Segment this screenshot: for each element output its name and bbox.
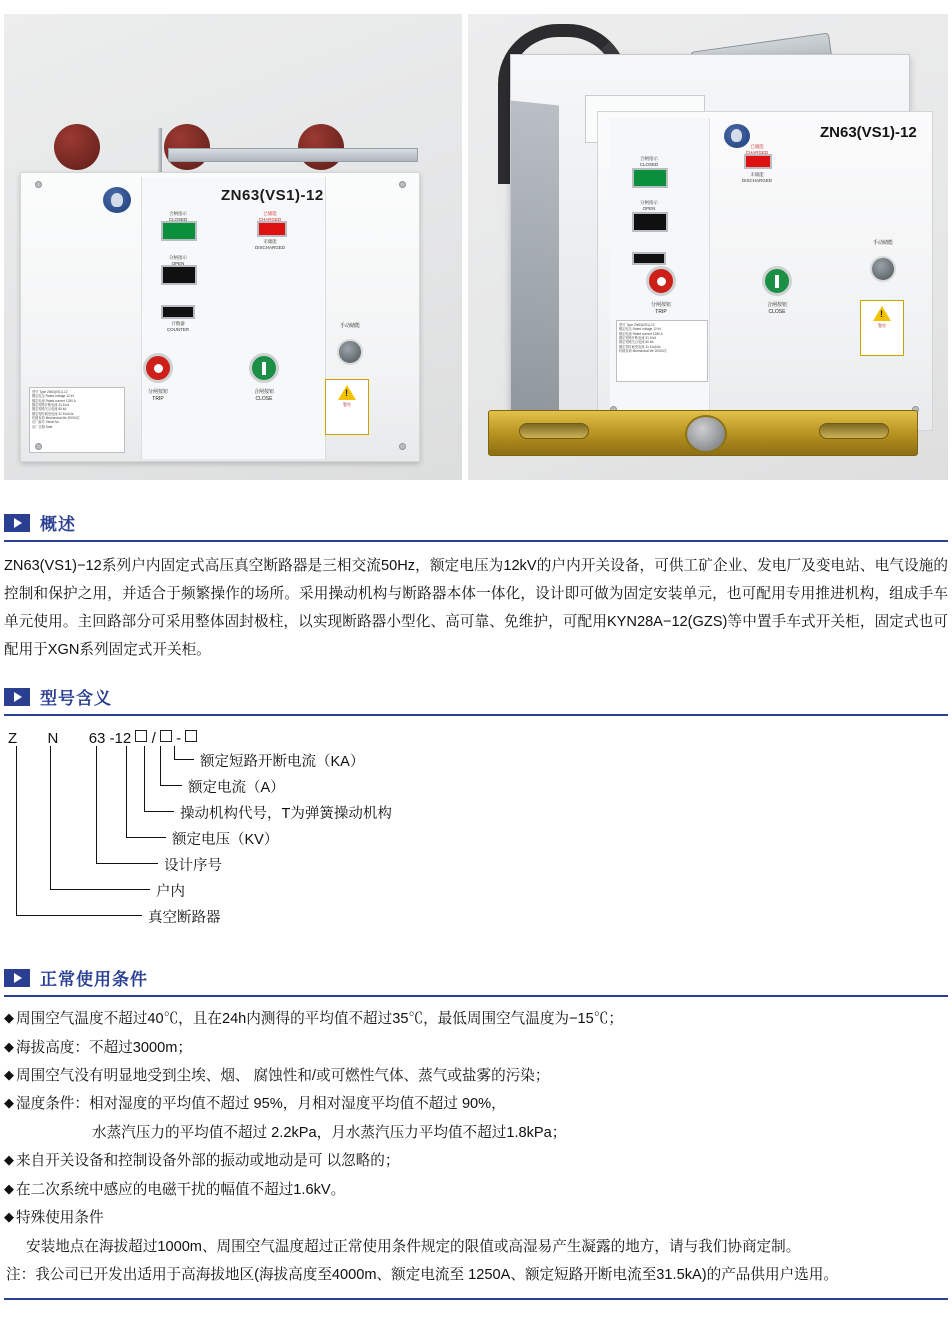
closed-indicator-label: 合闸指示 CLOSED <box>639 156 659 167</box>
discharged-label: 未储能 DISCHARGED <box>254 239 285 250</box>
trip-button[interactable] <box>143 353 173 383</box>
model-label-rated-current: 额定电流（A） <box>188 780 285 797</box>
closed-position-indicator <box>632 168 668 188</box>
model-label-indoor: 户内 <box>156 884 185 901</box>
manual-charging-label: 手动储能 <box>339 323 360 329</box>
product-model-text-left: ZN63(VS1)-12 <box>221 187 324 204</box>
breaker-front-right <box>597 111 933 431</box>
insulator-pole-1 <box>54 124 100 170</box>
diamond-bullet-icon: ◆ <box>4 1010 14 1026</box>
open-position-indicator <box>632 212 668 232</box>
product-nameplate: 型号 Type ZN63(VS1)-12 额定电压 Rated voltage 12 kV 额定电流 Rated current 1250 A 额定短路开断电流 31.5 kA 额定短路关合电流 80 kA 额定短时耐受电流 31.5 kA/4s 机械寿命 Mechanical life 20000次 <box>616 320 708 382</box>
close-button-label: 合闸按钮 CLOSE <box>253 389 274 402</box>
close-button-label: 合闸按钮 CLOSE <box>766 302 787 315</box>
triangle-bullet-icon <box>4 514 30 532</box>
bottom-divider <box>4 1298 948 1300</box>
code-box-current <box>160 730 172 742</box>
open-indicator-label: 分闸指示 OPEN <box>169 255 187 266</box>
screw-icon <box>399 181 406 188</box>
rail-slot-right <box>819 423 889 439</box>
counter-label: 计数器 COUNTER <box>166 321 190 332</box>
breaker-body-right <box>510 54 917 414</box>
condition-item: ◆ 湿度条件：相对湿度的平均值不超过 95%，月相对湿度平均值不超过 90%， <box>4 1090 948 1118</box>
leader-line-7 <box>16 746 142 916</box>
operation-counter <box>632 252 666 265</box>
condition-item: ◆ 周围空气温度不超过40℃，且在24h内测得的平均值不超过35℃，最低周围空气温度为−15℃； <box>4 1005 948 1033</box>
condition-item: ◆ 在二次系统中感应的电磁干扰的幅值不超过1.6kV。 <box>4 1176 948 1204</box>
closed-indicator-label: 合闸指示 CLOSED <box>168 211 188 222</box>
product-photo-right <box>468 14 948 480</box>
brand-logo-icon <box>103 187 131 213</box>
model-label-mechanism: 操动机构代号，T为弹簧操动机构 <box>180 806 392 823</box>
operation-counter <box>161 305 195 319</box>
pole-insulator-assembly <box>18 122 410 174</box>
code-part-slash: / <box>151 730 156 748</box>
screw-icon <box>399 443 406 450</box>
code-part-Z: Z <box>8 730 18 748</box>
handcart-base-rail <box>488 410 918 456</box>
warning-label: ! 警告 <box>325 379 369 435</box>
insulator-pole-2 <box>164 124 210 170</box>
product-photo-left <box>4 14 462 480</box>
discharged-label: 未储能 DISCHARGED <box>741 172 772 183</box>
code-part-12: -12 <box>109 730 132 748</box>
rail-drive-hub[interactable] <box>685 415 727 453</box>
diamond-bullet-icon: ◆ <box>4 1152 14 1168</box>
trip-button-label: 分闸按钮 TRIP <box>147 389 168 402</box>
section-header-overview <box>4 504 948 542</box>
close-button[interactable] <box>762 266 792 296</box>
model-label-design-serial: 设计序号 <box>164 858 222 875</box>
screw-icon <box>35 443 42 450</box>
model-label-vacuum-breaker: 真空断路器 <box>148 910 221 927</box>
diamond-bullet-icon: ◆ <box>4 1095 14 1111</box>
diamond-bullet-icon: ◆ <box>4 1180 14 1196</box>
charged-label: 已储能 CHARGED <box>258 211 282 222</box>
section-header-conditions <box>4 959 948 997</box>
conditions-list <box>4 1005 948 1290</box>
warning-label: ! 警告 <box>860 300 904 356</box>
condition-item: ◆ 来自开关设备和控制设备外部的振动或地动是可 以忽略的； <box>4 1147 948 1175</box>
code-box-breaking-current <box>185 730 197 742</box>
upper-terminal-bar <box>168 148 418 162</box>
open-indicator-label: 分闸指示 OPEN <box>640 200 658 211</box>
code-part-63: 63 <box>88 730 106 748</box>
model-label-breaking-current: 额定短路开断电流（KA） <box>200 754 365 771</box>
rail-slot-left <box>519 423 589 439</box>
trip-button-label: 分闸按钮 TRIP <box>650 302 671 315</box>
trip-button[interactable] <box>646 266 676 296</box>
manual-charging-port[interactable] <box>337 339 363 365</box>
charged-label: 已储能 CHARGED <box>745 144 769 155</box>
model-code-string <box>8 730 197 747</box>
code-box-mechanism <box>135 730 147 742</box>
spring-charge-indicator <box>744 154 772 169</box>
breaker-side-panel <box>511 100 559 429</box>
open-position-indicator <box>161 265 197 285</box>
code-part-N: N <box>47 730 59 748</box>
diamond-bullet-icon: ◆ <box>4 1209 14 1225</box>
spring-charge-indicator <box>257 221 287 237</box>
section-title-model-meaning: 型号含义 <box>40 689 112 709</box>
screw-icon <box>35 181 42 188</box>
condition-item: ◆ 周围空气没有明显地受到尘埃、烟、 腐蚀性和/或可燃性气体、蒸气或盐雾的污染； <box>4 1062 948 1090</box>
insulator-pole-3 <box>298 124 344 170</box>
triangle-bullet-icon <box>4 969 30 987</box>
section-title-conditions: 正常使用条件 <box>40 970 148 990</box>
overview-paragraph: ZN63(VS1)−12系列户内固定式高压真空断路器是三相交流50Hz，额定电压为12kV的户内开关设备，可供工矿企业、发电厂及变电站、电气设施的控制和保护之用，并适合于频繁操作的场所。采用操动机构与断路器本体一体化，设计即可做为固定安装单元，也可配用专用推进机构，组成手车单元使用。主回路部分可采用整体固封极柱，以实现断路器小型化、高可靠、免维护，可配用KYN28A−12(GZS)等中置手车式开关柜，固定式也可配用于XGN系列固定式开关柜。 <box>4 558 948 659</box>
conditions-footnote: 注：我公司已开发出适用于高海拔地区(海拔高度至4000m、额定电流至 1250A、额定短路开断电流至31.5kA)的产品供用户选用。 <box>6 1267 838 1284</box>
warning-triangle-icon <box>873 306 891 321</box>
manual-charging-port[interactable] <box>870 256 896 282</box>
product-nameplate: 型号 Type ZN63(VS1)-12 额定电压 Rated voltage 12 kV 额定电流 Rated current 1250 A 额定短路开断电流 31.5 kA 额定短路关合电流 80 kA 额定短时耐受电流 31.5 kA/4s 机械寿命 Mechanical life 20000次 出厂编号 Serial No. 出厂日期 Date <box>29 387 125 453</box>
special-condition-note: 安装地点在海拔超过1000m、周围空气温度超过正常使用条件规定的限值或高湿易产生凝露的地方，请与我们协商定制。 <box>26 1238 801 1255</box>
code-part-dash: - <box>176 730 182 748</box>
warning-triangle-icon <box>338 385 356 400</box>
condition-item: ◆ 海拔高度：不超过3000m； <box>4 1034 948 1062</box>
model-designation-diagram <box>4 730 948 945</box>
diamond-bullet-icon: ◆ <box>4 1066 14 1082</box>
section-title-overview: 概述 <box>40 515 76 534</box>
product-model-text-right: ZN63(VS1)-12 <box>820 124 917 141</box>
manual-charging-label: 手动储能 <box>872 240 893 246</box>
breaker-front-housing <box>20 172 420 462</box>
section-header-model-meaning <box>4 678 948 716</box>
triangle-bullet-icon <box>4 688 30 706</box>
condition-item-special: ◆ 特殊使用条件 <box>4 1204 948 1232</box>
closed-position-indicator <box>161 221 197 241</box>
condition-item-humidity-sub: 水蒸汽压力的平均值不超过 2.2kPa，月水蒸汽压力平均值不超过1.8kPa； <box>92 1124 567 1141</box>
close-button[interactable] <box>249 353 279 383</box>
model-label-rated-voltage: 额定电压（KV） <box>172 832 279 849</box>
product-photo-row <box>0 0 952 490</box>
diamond-bullet-icon: ◆ <box>4 1038 14 1054</box>
document-content <box>0 504 952 1324</box>
